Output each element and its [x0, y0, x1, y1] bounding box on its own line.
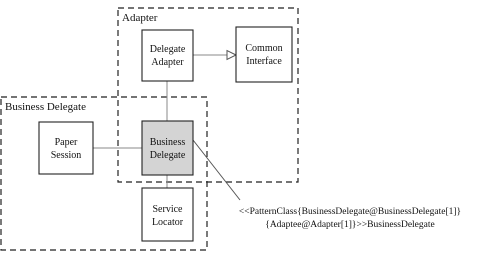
generalization-arrowhead — [227, 51, 236, 60]
adapter-group-label: Adapter — [122, 12, 158, 24]
business-delegate-line-2: Delegate — [149, 150, 186, 161]
paper-session-node[interactable] — [39, 122, 93, 174]
paper-session-line-1: Paper — [54, 137, 78, 148]
common-interface-line-1: Common — [245, 43, 283, 54]
business-delegate-node[interactable] — [142, 121, 193, 175]
business-delegate-line-1: Business — [149, 137, 186, 148]
pattern-annotation-line-2: {Adaptee@Adapter[1]}>>BusinessDelegate — [265, 220, 435, 230]
service-locator-node[interactable] — [142, 188, 193, 241]
service-locator-line-2: Locator — [151, 217, 184, 228]
delegate-adapter-line-2: Adapter — [151, 57, 184, 68]
delegate-adapter-line-1: Delegate — [149, 44, 186, 55]
business-delegate-group-label: Business Delegate — [5, 101, 86, 113]
annotation-leader-line — [193, 140, 240, 200]
service-locator-line-1: Service — [152, 204, 183, 215]
paper-session-line-2: Session — [50, 150, 82, 161]
common-interface-node[interactable] — [236, 27, 292, 82]
common-interface-line-2: Interface — [246, 56, 282, 67]
pattern-annotation-line-1: <<PatternClass{BusinessDelegate@BusinessDelegate[1]} — [238, 207, 462, 217]
delegate-adapter-node[interactable] — [142, 30, 193, 81]
